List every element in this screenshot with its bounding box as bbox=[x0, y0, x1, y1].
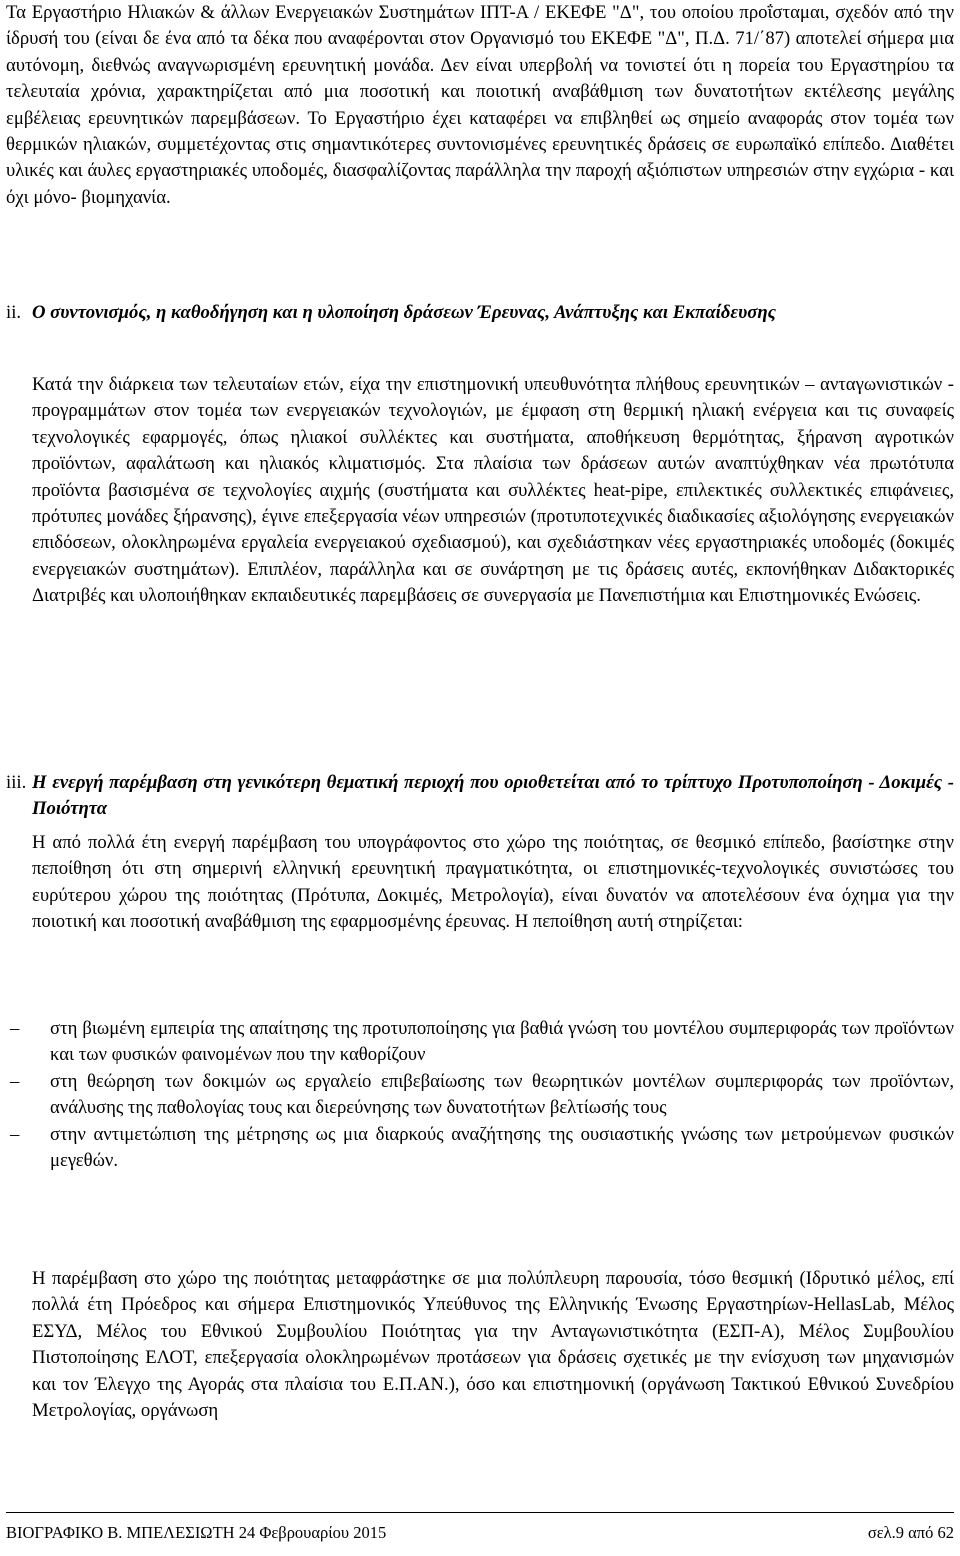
dash-bullet-icon: – bbox=[10, 1070, 20, 1092]
section-ii-body: Κατά την διάρκεια των τελευταίων ετών, είχα την επιστημονική υπευθυνότητα πλήθους ερευνητικών – ανταγωνιστικών - προγραμμάτων στον τομέα των ενεργειακών τεχνολογιών, με έμφαση στη θερμική ηλιακή ενέργεια και τις συναφείς τεχνολογικές εφαρμογές, όπως ηλιακοί συλλέκτες και συστήματα, αποθήκευση θερμότητας, ξήρανση αγροτικών προϊόντων, αφαλάτωση και ηλιακός κλιματισμός. Στα πλαίσια των δράσεων αυτών αναπτύχθηκαν νέα πρωτότυπα προϊόντα βασισμένα σε τεχνολογίες αιχμής (συστήματα και συλλέκτες heat-pipe, επιλεκτικές συλλεκτικές επιφάνειες, πρότυπες μονάδες ξήρανσης), έγινε επεξεργασία νέων υπηρεσιών (προτυποτεχνικές διαδικασίες αξιολόγησης ενεργειακών επιδόσεων, ολοκληρωμένα εργαλεία ενεργειακού σχεδιασμού), και σχεδιάστηκαν νέες εργαστηριακές υποδομές (δοκιμές ενεργειακών συστημάτων). Επιπλέον, παράλληλα και σε συνάρτηση με τις δράσεις αυτές, εκπονήθηκαν Διδακτορικές Διατριβές και υλοποιήθηκαν εκπαιδευτικές παρεμβάσεις σε συνεργασία με Πανεπιστήμια και Επιστημονικές Ενώσεις. bbox=[32, 374, 954, 607]
dash-bullet-icon: – bbox=[10, 1123, 20, 1145]
list-item bbox=[6, 1122, 954, 1175]
footer-page-number: σελ.9 από 62 bbox=[867, 1523, 954, 1542]
list-item bbox=[6, 1016, 954, 1069]
page-footer bbox=[6, 1520, 954, 1546]
list-item-text: στη βιωμένη εμπειρία της απαίτησης της προτυποποίησης για βαθιά γνώση του μοντέλου συμπεριφοράς των προϊόντων και των φυσικών φαινομένων που την καθορίζουν bbox=[50, 1018, 954, 1066]
section-iii-title: Η ενεργή παρέμβαση στη γενικότερη θεματική περιοχή που οριοθετείται από το τρίπτυχο Προτυποποίηση - Δοκιμές - Ποιότητα bbox=[32, 772, 954, 820]
section-ii-number: ii. bbox=[6, 302, 22, 323]
list-item bbox=[6, 1069, 954, 1122]
section-iii-body: Η από πολλά έτη ενεργή παρέμβαση του υπογράφοντος στο χώρο της ποιότητας, σε θεσμικό επίπεδο, βασίστηκε στην πεποίθηση ότι στη σημερινή ελληνική ερευνητική πραγματικότητα, οι επιστημονικές-τεχνολογικές συνιστώσες του ευρύτερου χώρου της ποιότητας (Πρότυπα, Δοκιμές, Μετρολογία), είναι δυνατόν να αποτελέσουν ένα όχημα για την ποιοτική και ποσοτική αναβάθμιση της εφαρμοσμένης έρευνας. Η πεποίθηση αυτή στηρίζεται: bbox=[32, 832, 954, 933]
list-item-text: στη θεώρηση των δοκιμών ως εργαλείο επιβεβαίωσης των θεωρητικών μοντέλων συμπεριφοράς των προϊόντων, ανάλυσης της παθολογίας τους και διερεύνησης των δυνατοτήτων βελτίωσής τους bbox=[50, 1070, 954, 1119]
footer-divider bbox=[6, 1512, 954, 1513]
section-iii-closing-paragraph: Η παρέμβαση στο χώρο της ποιότητας μεταφράστηκε σε μια πολύπλευρη παρουσία, τόσο θεσμική (Ιδρυτικό μέλος, επί πολλά έτη Πρόεδρος και σήμερα Επιστημονικός Υπεύθυνος της Ελληνικής Ένωσης Εργαστηρίων-HellasLab, Μέλος ΕΣΥΔ, Μέλος του Εθνικού Συμβουλίου Ποιότητας για την Ανταγωνιστικότητα (ΕΣΠ-Α), Μέλος Συμβουλίου Πιστοποίησης ΕΛΟΤ, επεξεργασία ολοκληρωμένων προτάσεων για δράσεις σχετικές με την ενίσχυση των μηχανισμών και τον Έλεγχο της Αγοράς στα πλαίσια του Ε.Π.ΑΝ.), όσο και επιστημονική (οργάνωση Τακτικού Εθνικού Συνεδρίου Μετρολογίας, οργάνωση bbox=[32, 1268, 954, 1422]
section-iii-heading bbox=[6, 770, 954, 823]
list-item-text: στην αντιμετώπιση της μέτρησης ως μια διαρκούς αναζήτησης της ουσιαστικής γνώσης των μετρούμενων φυσικών μεγεθών. bbox=[50, 1123, 954, 1172]
section-ii-heading bbox=[6, 300, 954, 326]
footer-document-title: ΒΙΟΓΡΑΦΙΚΟ Β. ΜΠΕΛΕΣΙΩΤΗ 24 Φεβρουαρίου 2015 bbox=[6, 1523, 387, 1542]
section-iii-number: iii. bbox=[6, 772, 27, 793]
section-ii-title: Ο συντονισμός, η καθοδήγηση και η υλοποίηση δράσεων Έρευνας, Ανάπτυξης και Εκπαίδευσης bbox=[32, 302, 776, 323]
dash-bullet-icon: – bbox=[10, 1018, 20, 1039]
section-iii-bullet-list bbox=[6, 1016, 954, 1174]
intro-paragraph: Τα Εργαστήριο Ηλιακών & άλλων Ενεργειακών Συστημάτων ΙΠΤ-Α / ΕΚΕΦΕ "Δ", του οποίου προΐσταμαι, σχεδόν από την ίδρυσή του (είναι δε ένα από τα δέκα που αναφέρονται στον Οργανισμό του ΕΚΕΦΕ "Δ", Π.Δ. 71/΄87) αποτελεί σήμερα μια αυτόνομη, διεθνώς αναγνωρισμένη ερευνητική μονάδα. Δεν είναι υπερβολή να τονιστεί ότι η πορεία του Εργαστηρίου τα τελευταία χρόνια, χαρακτηρίζεται από μια ποσοτική και ποιοτική αναβάθμιση των δυνατοτήτων εκτέλεσης μεγάλης εμβέλειας ερευνητικών παρεμβάσεων. Το Εργαστήριο έχει καταφέρει να επιβληθεί ως σημείο αναφοράς στον τομέα των θερμικών ηλιακών, συμμετέχοντας στις σημαντικότερες συντονισμένες ερευνητικές δράσεις σε ευρωπαϊκό επίπεδο. Διαθέτει υλικές και άυλες εργαστηριακές υποδομές, διασφαλίζοντας παράλληλα την παροχή αξιόπιστων υπηρεσιών στην εγχώρια - και όχι μόνο- βιομηχανία. bbox=[6, 2, 954, 208]
